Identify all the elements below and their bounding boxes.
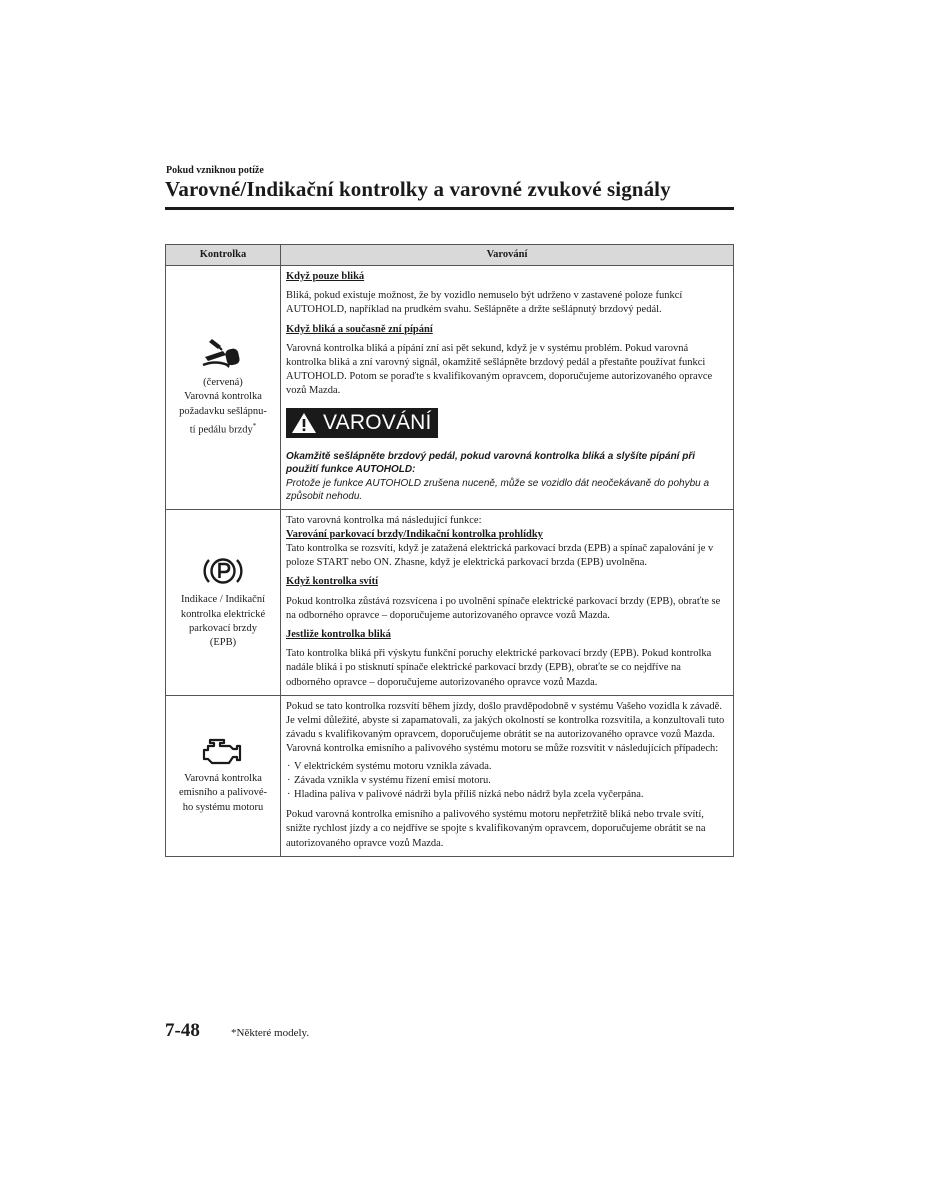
subheading: Varování parkovací brzdy/Indikační kontrolka prohlídky — [286, 528, 543, 540]
paragraph: Varovná kontrolka bliká a pípání zní asi pět sekund, když je v systému problém. Pokud varovná kontrolka bliká a zní varovný signál, okamžitě sešlápněte brzdový pedál a přestaňte používat funkci AUTOHOLD. Potom se poraďte s kvalifikovaným opravcem, doporučujeme autorizovaného opravce vozů Mazda. — [286, 342, 713, 397]
indicator-caption-line: (EPB) — [209, 637, 237, 649]
paragraph: Bliká, pokud existuje možnost, že by vozidlo nemuselo být udrženo v zastavené poloze funkcí AUTOHOLD, například na prudkém svahu. Sešlápněte a držte sešlápnutý brzdový pedál. — [286, 290, 683, 316]
table-header-row — [166, 245, 734, 266]
warning-cell — [281, 695, 734, 856]
indicator-caption-line: Varovná kontrolka — [184, 773, 262, 785]
indicator-cell — [166, 509, 281, 695]
column-header-indicator: Kontrolka — [166, 245, 281, 266]
parking-brake-icon — [201, 554, 245, 588]
warning-label: VAROVÁNÍ — [323, 410, 432, 434]
indicator-caption-line: Indikace / Indikační — [181, 594, 265, 606]
warning-text: Protože je funkce AUTOHOLD zrušena nuceně, může se vozidlo dát neočekávaně do pohybu a způsobit nehodu. — [286, 477, 710, 503]
paragraph: Tato varovná kontrolka má následující funkce: — [286, 514, 482, 526]
subheading: Když kontrolka svítí — [286, 576, 378, 588]
section-label: Pokud vzniknou potíže — [166, 165, 264, 176]
indicator-cell — [166, 266, 281, 510]
brake-pedal-icon — [199, 337, 247, 371]
indicator-color: (červená) — [203, 377, 243, 389]
indicator-caption-line — [169, 419, 277, 438]
page-title: Varovné/Indikační kontrolky a varovné zvukové signály — [165, 177, 671, 201]
warning-banner — [286, 408, 438, 438]
model-footnote-mark: * — [252, 421, 257, 430]
indicator-caption-line: parkovací brzdy — [189, 622, 257, 634]
footnote: *Některé modely. — [231, 1027, 310, 1039]
list-item: · V elektrickém systému motoru vznikla závada. — [286, 760, 728, 774]
table-row — [166, 266, 734, 510]
warning-cell — [281, 266, 734, 510]
paragraph: Pokud varovná kontrolka emisního a palivového systému motoru nepřetržitě bliká nebo trvale svítí, snižte rychlost jízdy a co nejdříve se spojte s kvalifikovaným opravcem, doporučujeme obrátit se na autorizovaného opravce vozů Mazda. — [286, 809, 706, 849]
subheading: Když bliká a současně zní pípání — [286, 323, 433, 335]
bullet-list — [286, 760, 728, 803]
paragraph: Pokud kontrolka zůstává rozsvícena i po uvolnění spínače elektrické parkovací brzdy (EPB), obraťte se na odborného opravce – doporučujeme autorizovaného opravce vozů Mazda. — [286, 595, 721, 621]
page-number: 7-48 — [165, 1020, 200, 1041]
indicator-caption-line: ho systému motoru — [182, 801, 264, 813]
indicator-caption-line: Varovná kontrolka — [184, 391, 262, 403]
subheading: Jestliže kontrolka bliká — [286, 629, 391, 641]
title-rule — [165, 207, 734, 210]
subheading: Když pouze bliká — [286, 271, 365, 282]
paragraph: Tato kontrolka bliká při výskytu funkční poruchy elektrické parkovací brzdy (EPB). Pokud kontrolka nadále bliká i po stisknutí spínače elektrické parkovací brzdy (EPB), obraťte se co nejdříve na odborného opravce – doporučujeme autorizovaného opravce vozů Mazda. — [286, 648, 712, 688]
indicator-caption-line: požadavku sešlápnu- — [179, 405, 267, 417]
warning-lights-table — [165, 244, 734, 857]
warning-cell — [281, 509, 734, 695]
warning-heading: Okamžitě sešlápněte brzdový pedál, pokud varovná kontrolka bliká a slyšíte pípání při použití funkce AUTOHOLD: — [286, 450, 696, 476]
paragraph: Varovná kontrolka emisního a palivového systému motoru se může rozsvítit v následujících případech: — [286, 743, 719, 755]
list-item: · Závada vznikla v systému řízení emisí motoru. — [286, 774, 728, 788]
table-row — [166, 509, 734, 695]
indicator-caption-line: kontrolka elektrické — [180, 608, 266, 620]
paragraph: Tato kontrolka se rozsvítí, když je zatažená elektrická parkovací brzda (EPB) a spínač zapalování je v poloze START nebo ON. Zhasne, když je elektrická parkovací brzda (EPB) uvolněna. — [286, 543, 714, 569]
indicator-caption-line: emisního a palivové- — [178, 787, 268, 799]
paragraph: Pokud se tato kontrolka rozsvítí během jízdy, došlo pravděpodobně v systému Vašeho vozidla k závadě. Je velmi důležité, abyste si zapamatovali, za jakých okolností se kontrolka rozsvítila, a konzultovali tuto závadu s kvalifikovaným opravcem, doporučujeme obrátit se na autorizovaného opravce vozů Mazda. — [286, 700, 725, 741]
warning-triangle-icon — [291, 412, 317, 434]
list-item: · Hladina paliva v palivové nádrži byla příliš nízká nebo nádrž byla zcela vyčerpána. — [286, 788, 728, 802]
column-header-warning: Varování — [281, 245, 734, 266]
engine-check-icon — [200, 737, 246, 767]
indicator-cell — [166, 695, 281, 856]
table-row — [166, 695, 734, 856]
indicator-caption-text: tí pedálu brzdy — [189, 424, 253, 436]
